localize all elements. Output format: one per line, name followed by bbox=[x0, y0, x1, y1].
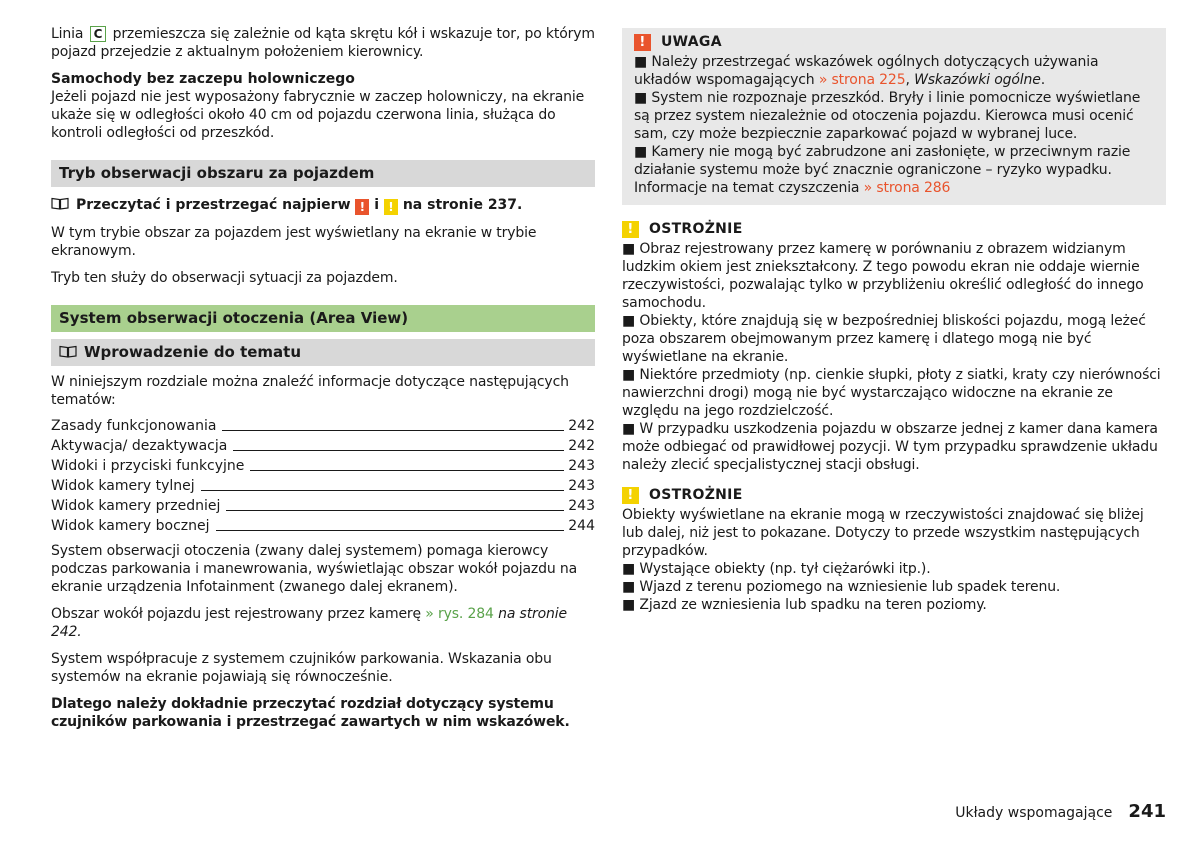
toc-leader bbox=[216, 530, 565, 531]
page-number: 241 bbox=[1128, 801, 1166, 822]
caution-title-2: OSTROŻNIE bbox=[649, 487, 743, 503]
toc-label: Widok kamery przedniej bbox=[51, 498, 221, 514]
toc-leader bbox=[250, 470, 564, 471]
warning-item-1-text: ■ Należy przestrzegać wskazówek ogólnych dotyczących używania układów wspomagających bbox=[634, 54, 1099, 88]
warning-item-3 bbox=[634, 143, 1154, 197]
toc-page: 243 bbox=[568, 478, 595, 494]
warning-title: UWAGA bbox=[661, 34, 722, 50]
toc-page: 243 bbox=[568, 498, 595, 514]
toc-row[interactable] bbox=[51, 515, 595, 535]
caution-item: ■ W przypadku uszkodzenia pojazdu w obszarze jednej z kamer dana kamera może odbiegać od prawidłowej pozycji. W tym przypadku sprawdzenie układu należy zlecić specjalistycznej stacji obsługi. bbox=[622, 421, 1158, 473]
toc-row[interactable] bbox=[51, 435, 595, 455]
book-icon bbox=[59, 345, 77, 358]
warning-yellow-icon[interactable]: ! bbox=[384, 199, 398, 215]
toc-label: Widok kamery tylnej bbox=[51, 478, 195, 494]
caution-2-intro: Obiekty wyświetlane na ekranie mogą w rzeczywistości znajdować się bliżej lub dalej, niż jest to pokazane. Dotyczy to przede wszystkim następujących przypadków. bbox=[622, 507, 1144, 559]
warning-item-3-text: ■ Kamery nie mogą być zabrudzone ani zasłonięte, w przeciwnym razie działanie systemu może być znacznie ograniczone – ryzyko wypadku. Informacje na temat czyszczenia bbox=[634, 144, 1131, 196]
page-footer bbox=[955, 803, 1166, 822]
left-column bbox=[51, 25, 595, 731]
toc-page: 244 bbox=[568, 518, 595, 534]
intro-subtitle-text: Wprowadzenie do tematu bbox=[84, 343, 302, 361]
toc-page: 243 bbox=[568, 458, 595, 474]
footer-section-title: Układy wspomagające bbox=[955, 805, 1113, 821]
toc-row[interactable] bbox=[51, 475, 595, 495]
intro-paragraph bbox=[51, 25, 595, 61]
warning-yellow-icon: ! bbox=[622, 221, 639, 238]
toc-leader bbox=[222, 430, 564, 431]
warning-item-1: ■ Należy przestrzegać wskazówek ogólnych dotyczących używania układów wspomagających » strona 225, Wskazówki ogólne. bbox=[634, 54, 1099, 88]
no-hook-text: Jeżeli pojazd nie jest wyposażony fabrycznie w zaczep holowniczy, na ekranie ukaże się w odległości około 40 cm od pojazdu czerwona linia, służąca do kontroli odległości od przeszkód. bbox=[51, 89, 585, 141]
toc-row[interactable] bbox=[51, 455, 595, 475]
toc-label: Widoki i przyciski funkcyjne bbox=[51, 458, 245, 474]
caution-title-1: OSTROŻNIE bbox=[649, 221, 743, 237]
figure-link[interactable]: » rys. 284 bbox=[425, 606, 494, 622]
caution-header-1 bbox=[622, 219, 1166, 239]
caution-header-2 bbox=[622, 485, 1166, 505]
intro-post: przemieszcza się zależnie od kąta skrętu kół i wskazuje tor, po którym pojazd przejedzie z aktualnym położeniem kierownicy. bbox=[51, 26, 595, 60]
caution-item: ■ Zjazd ze wzniesienia lub spadku na teren poziomy. bbox=[622, 597, 987, 613]
area-view-paragraph-3: System współpracuje z systemem czujników parkowania. Wskazania obu systemów na ekranie pojawiają się równocześnie. bbox=[51, 651, 552, 685]
line-letter-c: C bbox=[90, 26, 107, 42]
caution-item: ■ Wjazd z terenu poziomego na wzniesienie lub spadek terenu. bbox=[622, 579, 1061, 595]
toc-label: Aktywacja/ dezaktywacja bbox=[51, 438, 228, 454]
toc-label: Zasady funkcjonowania bbox=[51, 418, 217, 434]
warning-box bbox=[622, 28, 1166, 205]
area-view-paragraph-1: System obserwacji otoczenia (zwany dalej systemem) pomaga kierowcy podczas parkowania i manewrowania, wyświetlając obszar wokół pojazdu na ekranie urządzenia Infotainment (zwanego dalej ekranem). bbox=[51, 543, 578, 595]
toc-leader bbox=[201, 490, 565, 491]
toc-leader bbox=[226, 510, 564, 511]
caution-item: ■ Niektóre przedmioty (np. cienkie słupki, płoty z siatki, kraty czy nierówności nawierzchni drogi) mogą nie być wystarczająco widoczne na ekranie ze względu na jego rozdzielczość. bbox=[622, 367, 1161, 419]
read-first-and: i bbox=[374, 197, 380, 213]
toc-row[interactable] bbox=[51, 415, 595, 435]
right-column bbox=[622, 28, 1166, 614]
topics-intro: W niniejszym rozdziale można znaleźć informacje dotyczące następujących tematów: bbox=[51, 374, 569, 408]
read-first-text: Przeczytać i przestrzegać najpierw bbox=[76, 197, 351, 213]
no-hook-heading: Samochody bez zaczepu holowniczego bbox=[51, 71, 355, 87]
section-rear-view-title: Tryb obserwacji obszaru za pojazdem bbox=[51, 160, 595, 187]
camera-text: Obszar wokół pojazdu jest rejestrowany przez kamerę bbox=[51, 606, 421, 622]
toc-page: 242 bbox=[568, 418, 595, 434]
general-notes-italic: Wskazówki ogólne bbox=[914, 72, 1041, 88]
rear-view-paragraph-1: W tym trybie obszar za pojazdem jest wyświetlany na ekranie w trybie ekranowym. bbox=[51, 225, 537, 259]
page-286-link[interactable]: » strona 286 bbox=[863, 180, 951, 196]
caution-item: ■ Obiekty, które znajdują się w bezpośredniej bliskości pojazdu, mogą leżeć poza obszarem obejmowanym przez kamerę i dlatego mogą nie być wyświetlane na ekranie. bbox=[622, 313, 1146, 365]
warning-red-icon[interactable]: ! bbox=[355, 199, 369, 215]
read-first-page: na stronie 237. bbox=[402, 197, 523, 213]
table-of-contents bbox=[51, 415, 595, 535]
warning-yellow-icon: ! bbox=[622, 487, 639, 504]
warning-header bbox=[634, 32, 1154, 52]
page-ref-italic: na stronie 242. bbox=[51, 606, 567, 640]
warning-item-2: ■ System nie rozpoznaje przeszkód. Bryły i linie pomocnicze wyświetlane są przez system niezależnie od otoczenia pojazdu. Kierowca musi ocenić sam, czy może bezpiecznie zaparkować pojazd w wybranej luce. bbox=[634, 90, 1141, 142]
caution-item: ■ Obraz rejestrowany przez kamerę w porównaniu z obrazem widzianym ludzkim okiem jest zniekształcony. Z tego powodu ekran nie oddaje wiernie rzeczywistości, pozwalając tylko w przybliżeniu określić odległość do innego samochodu. bbox=[622, 241, 1144, 311]
page-225-link[interactable]: » strona 225 bbox=[818, 72, 906, 88]
read-first-line bbox=[51, 196, 595, 215]
area-view-paragraph-4: Dlatego należy dokładnie przeczytać rozdział dotyczący systemu czujników parkowania i przestrzegać zawartych w nim wskazówek. bbox=[51, 696, 570, 730]
section-area-view-title: System obserwacji otoczenia (Area View) bbox=[51, 305, 595, 332]
toc-leader bbox=[233, 450, 564, 451]
area-view-paragraph-2 bbox=[51, 605, 595, 641]
caution-box-1 bbox=[622, 219, 1166, 474]
toc-page: 242 bbox=[568, 438, 595, 454]
caution-item: ■ Wystające obiekty (np. tył ciężarówki itp.). bbox=[622, 561, 931, 577]
book-icon bbox=[51, 197, 69, 210]
intro-pre: Linia bbox=[51, 26, 84, 42]
section-intro-subtitle bbox=[51, 339, 595, 366]
caution-box-2 bbox=[622, 485, 1166, 614]
toc-row[interactable] bbox=[51, 495, 595, 515]
warning-red-icon: ! bbox=[634, 34, 651, 51]
toc-label: Widok kamery bocznej bbox=[51, 518, 210, 534]
rear-view-paragraph-2: Tryb ten służy do obserwacji sytuacji za pojazdem. bbox=[51, 270, 398, 286]
